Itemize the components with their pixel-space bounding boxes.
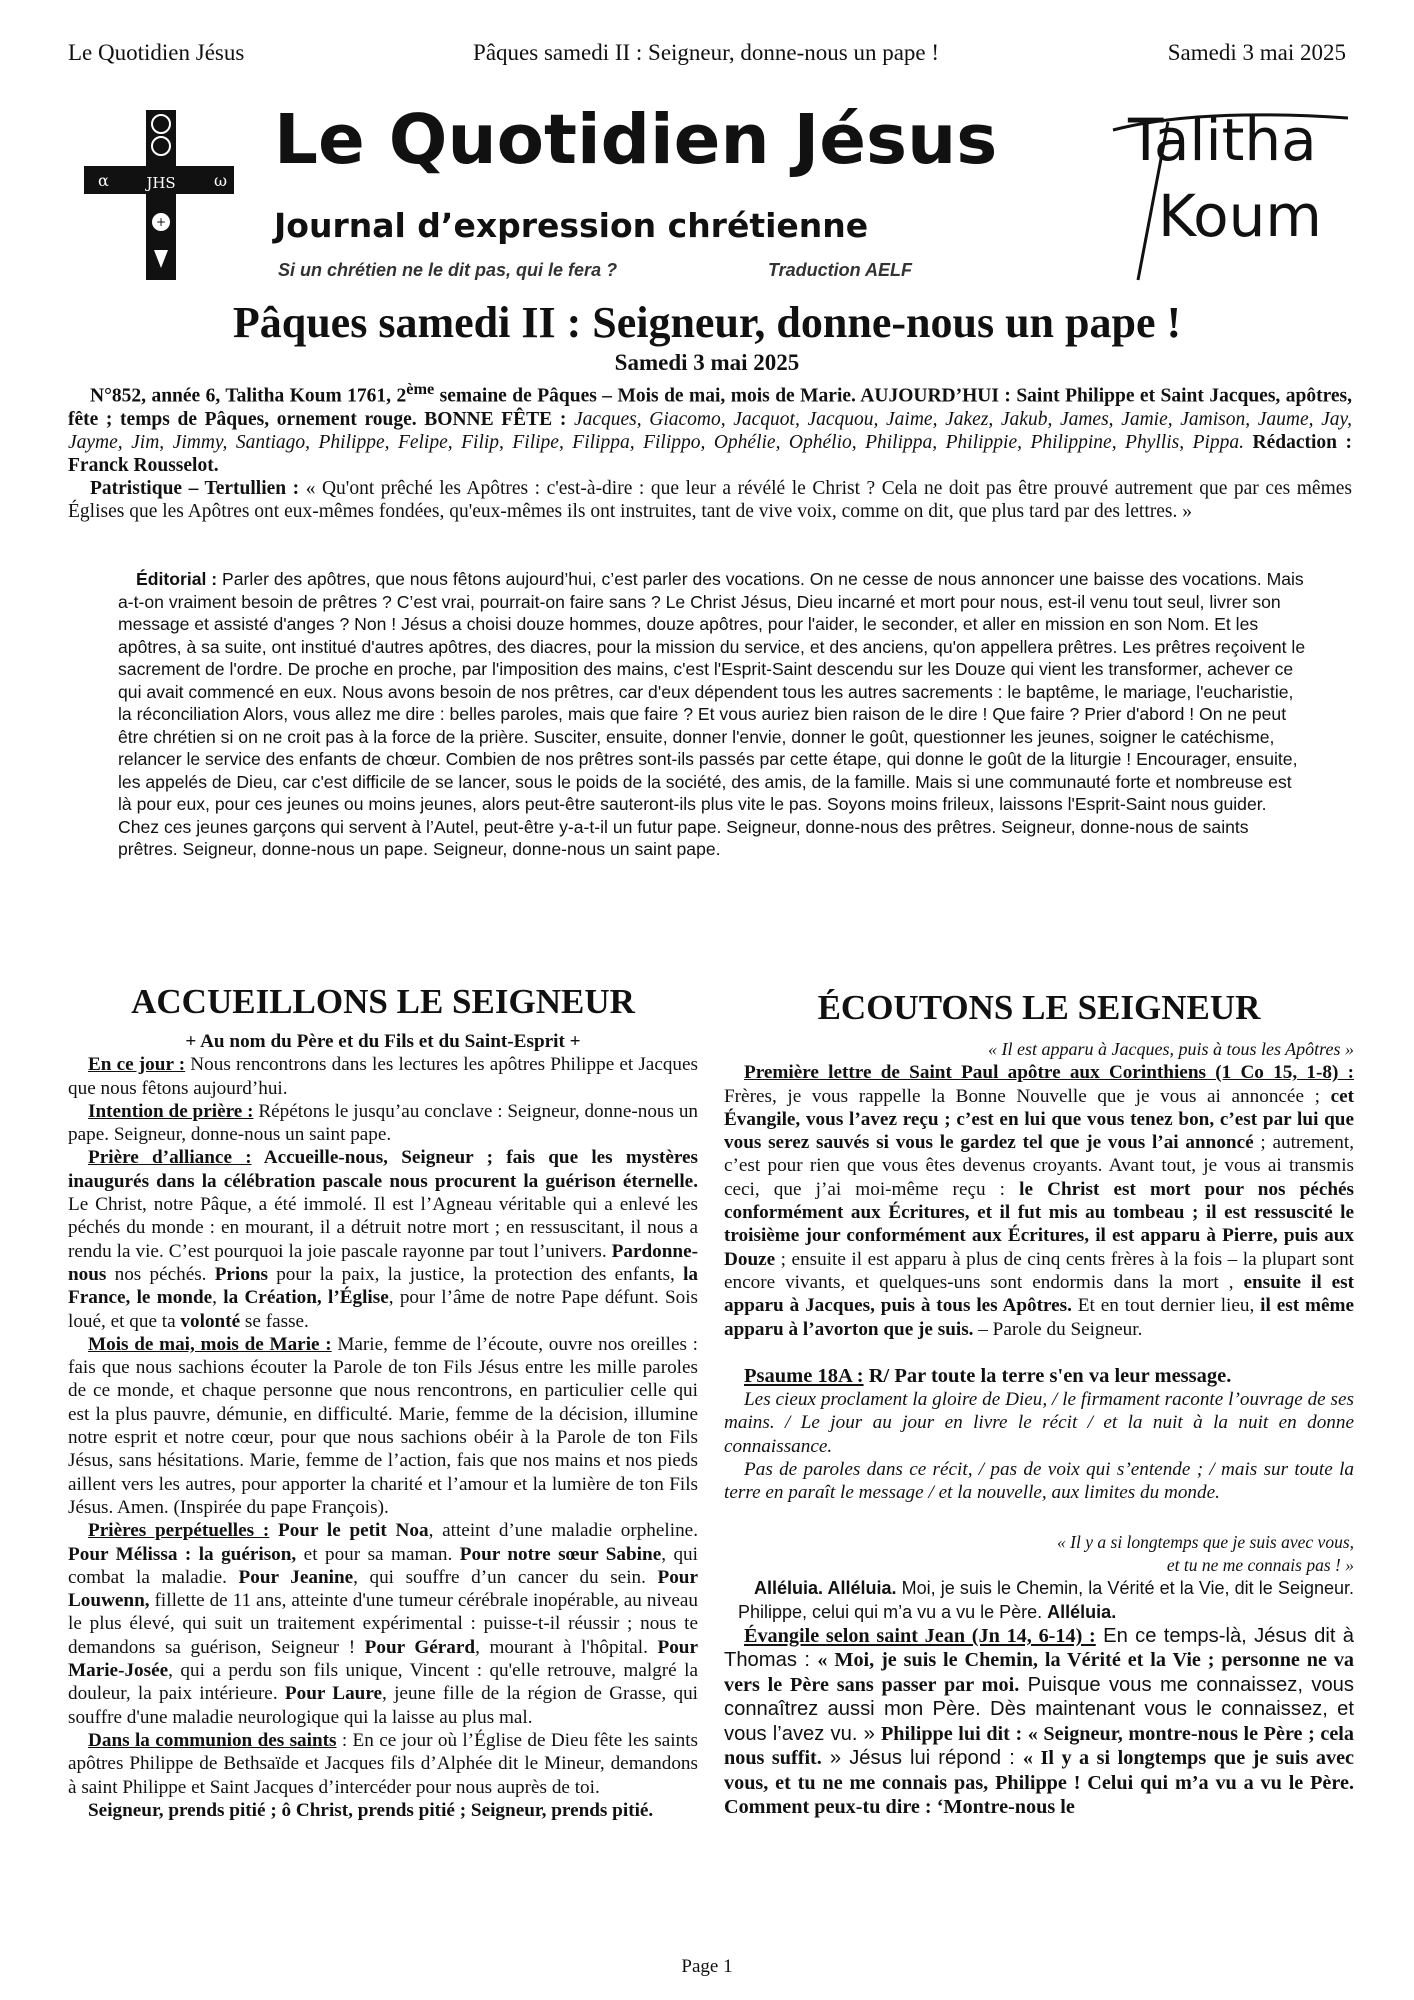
editorial-label: Éditorial : [136,569,218,589]
masthead [68,100,1358,290]
headline: Pâques samedi II : Seigneur, donne-nous un pape ! [232,298,1182,347]
mois-marie: Mois de mai, mois de Marie : Marie, femme de l’écoute, ouvre nos oreilles : fais que nous sachions écouter la Parole de ton Fils Jésus entre les mille paroles de ce monde, et chaque personne que nous rencontrons, en particulier celle qui est la plus pauvre, démunie, en difficulté. Marie, femme de la décision, illumine notre esprit et notre cœur, pour que nous sachions obéir à la Parole de ton Fils Jésus, sans hésitations. Marie, femme de l’action, fais que nos mains et nos pieds aillent vers les autres, pour apporter la charité et l’amour et la lumière de ton Fils Jésus. Amen. (Inspirée du pape François). [68,1333,698,1518]
psaume-strophe-1: Les cieux proclament la gloire de Dieu, / le firmament raconte l’ouvrage de ses mains. / Le jour au jour en livre le récit / et la nuit à la nuit en donne connaissance. [724,1389,1354,1457]
editorial-text: Parler des apôtres, que nous fêtons aujourd’hui, c’est parler des vocations. On ne cesse de nous annoncer une baisse des vocations. Mais a-t-on vraiment besoin de prêtres ? C’est vrai, pourrait-on faire sans ? Le Christ Jésus, Dieu incarné et mort pour nous, est-il venu tout seul, livrer son message et assisté d'anges ? Non ! Jésus a choisi douze hommes, douze apôtres, pour l'aider, le seconder, et aller en mission en son Nom. Et les apôtres, à sa suite, ont institué d'autres apôtres, des diacres, pour la mission du service, et des anciens, qu'on appellera prêtres. Les prêtres reçoivent le sacrement de l'ordre. De proche en proche, par l'imposition des mains, c'est l'Esprit-Saint descendu sur les Douze qui vient les transformer, achever ce qui avait commencé en eux. Nous avons besoin de nos prêtres, car d'eux dépendent tous les autres sacrements : le baptême, le mariage, l'eucharistie, la réconciliation Alors, vous allez me dire : belles paroles, mais que faire ? Et vous auriez bien raison de le dire ! Que faire ? Prier d'abord ! On ne peut être chrétien si on ne croit pas à la force de la prière. Susciter, ensuite, donner l'envie, donner le goût, questionner les jeunes, soigner le catéchisme, relancer le service des enfants de chœur. Combien de nos prêtres sont-ils passés par cette étape, qui donne le goût de la liturgie ! Encourager, ensuite, les appelés de Dieu, car c'est difficile de se lancer, sous le poids de la société, des amis, de la famille. Mais si une communauté forte et nombreuse est là pour eux, pour ces jeunes ou moins jeunes, alors peut-être sauteront-ils plus vite le pas. Soyons moins frileux, laissons l'Esprit-Saint nous guider. Chez ces jeunes garçons qui servent à l’Autel, peut-être y-a-t-il un futur pape. Seigneur, donne-nous des prêtres. Seigneur, donne-nous de saints prêtres. Seigneur, donne-nous un pape. Seigneur, donne-nous un saint pape. [118,569,1306,859]
editorial [118,568,1310,861]
masthead-motto: Si un chrétien ne le dit pas, qui le fera ? [278,260,618,280]
epigraph-lecture: « Il est apparu à Jacques, puis à tous les Apôtres » [988,1039,1354,1059]
evangile: Évangile selon saint Jean (Jn 14, 6-14) : En ce temps-là, Jésus dit à Thomas : « Moi, je suis le Chemin, la Vérité et la Vie ; personne ne va vers le Père sans passer par moi. Puisque vous me connaissez, vous connaîtrez aussi mon Père. Dès maintenant vous le connaissez, et vous l’avez vu. » Philippe lui dit : « Seigneur, montre-nous le Père ; cela nous suffit. » Jésus lui répond : « Il y a si longtemps que je suis avec vous, et tu ne me connais pas, Philippe ! Celui qui m’a vu a vu le Père. Comment peux-tu dire : ‘Montre-nous le [724,1624,1355,1819]
talitha-koum-logo [1108,100,1358,290]
ce-jour: En ce jour : Nous rencontrons dans les lectures les apôtres Philippe et Jacques que nous fêtons aujourd’hui. [68,1054,699,1099]
alleluia: Alléluia. Alléluia. Moi, je suis le Chemin, la Vérité et la Vie, dit le Seigneur. Philippe, celui qui m’a vu a vu le Père. Alléluia. [738,1578,1354,1622]
talitha-line2: Koum [1158,182,1322,250]
svg-text:ω: ω [214,171,228,190]
sign-of-cross: + Au nom du Père et du Fils et du Saint-Esprit + [185,1031,581,1052]
masthead-subtitle: Journal d’expression chrétienne [274,206,869,245]
running-head-left: Le Quotidien Jésus [68,40,245,65]
left-column [68,980,698,1822]
left-heading: ACCUEILLONS LE SEIGNEUR [131,982,635,1021]
running-head-right: Samedi 3 mai 2025 [1167,40,1346,65]
masthead-title: Le Quotidien Jésus [274,100,998,180]
running-head [68,40,1346,70]
premiere-lecture: Première lettre de Saint Paul apôtre aux Corinthiens (1 Co 15, 1-8) : Frères, je vous rappelle la Bonne Nouvelle que je vous ai annoncée ; cet Évangile, vous l’avez reçu ; c’est en lui que vous tenez bon, c’est par lui que vous serez sauvés si vous le gardez tel que je vous l’ai annoncé ; autrement, c’est pour rien que vous êtes devenus croyants. Avant tout, je vous ai transmis ceci, que j’ai moi-même reçu : le Christ est mort pour nos péchés conformément aux Écritures, et il fut mis au tombeau ; il est ressuscité le troisième jour conformément aux Écritures, il est apparu à Pierre, puis aux Douze ; ensuite il est apparu à plus de cinq cents frères à la fois – la plupart sont encore vivants, et quelques-uns sont endormis dans la mort , ensuite il est apparu à Jacques, puis à tous les Apôtres. Et en tout dernier lieu, il est même apparu à l’avorton que je suis. – Parole du Seigneur. [724,1062,1355,1340]
svg-text:+: + [155,215,167,229]
running-head-center: Pâques samedi II : Seigneur, donne-nous un pape ! [473,40,940,65]
priere-alliance: Prière d’alliance : Accueille-nous, Seigneur ; fais que les mystères inaugurés dans la célébration pascale nous procurent la guérison éternelle. Le Christ, notre Pâque, a été immolé. Il est l’Agneau véritable qui a enlevé les péchés du monde : en mourant, il a détruit notre mort ; en ressuscitant, il nous a rendu la vie. C’est pourquoi la joie pascale rayonne par tout l’univers. Pardonne-nous nos péchés. Prions pour la paix, la justice, la protection des enfants, la France, le monde, la Création, l’Église, pour l’âme de notre Pape défunt. Sois loué, et que ta volonté se fasse. [68,1147,699,1332]
page-number: Page 1 [681,1956,733,1977]
issue-info: N°852, année 6, Talitha Koum 1761, 2ème semaine de Pâques – Mois de mai, mois de Marie. AUJOURD’HUI : Saint Philippe et Saint Jacques, apôtres, fête ; temps de Pâques, ornement rouge. BONNE FÊTE : Jacques, Giacomo, Jacquot, Jacquou, Jaime, Jakez, Jakub, James, Jamie, Jamison, Jaume, Jay, Jayme, Jim, Jimmy, Santiago, Philippe, Felipe, Filip, Filipe, Filippa, Filippo, Ophélie, Ophélio, Philippa, Philippie, Philippine, Phyllis, Pippa. Rédaction : Franck Rousselot. [68,380,1352,476]
communion-saints: Dans la communion des saints : En ce jour où l’Église de Dieu fête les saints apôtres Philippe de Bethsaïde et Jacques fils d’Alphée dit le Mineur, demandons à saint Philippe et Saint Jacques d’intercéder pour nous auprès de toi. [68,1729,698,1798]
right-heading: ÉCOUTONS LE SEIGNEUR [817,988,1261,1027]
prieres-perpetuelles: Prières perpétuelles : Pour le petit Noa, atteint d’une maladie orpheline. Pour Mélissa : la guérison, et pour sa maman. Pour notre sœur Sabine, qui combat la maladie. Pour Jeanine, qui souffre d’un cancer du sein. Pour Louwenn, fillette de 11 ans, atteinte d'une tumeur cérébrale inopérable, au niveau le plus élevé, qui suit un traitement expérimental : puisse-t-il réussir ; nous te demandons sa guérison, Seigneur ! Pour Gérard, mourant à l'hôpital. Pour Marie-Josée, qui a perdu son fils unique, Vincent : qu'elle retrouve, malgré la douleur, la paix intérieure. Pour Laure, jeune fille de la région de Grasse, qui souffre d'une maladie neurologique qui la laisse au plus mal. [68,1520,698,1728]
dateline: Samedi 3 mai 2025 [614,350,800,375]
intro-block [68,378,1352,523]
talitha-line1: Talitha [1128,106,1317,174]
right-column [724,980,1354,1820]
kyrie: Seigneur, prends pitié ; ô Christ, prends pitié ; Seigneur, prends pitié. [88,1799,654,1821]
epigraph-evangile-2: et tu ne me connais pas ! » [1166,1554,1354,1575]
intention: Intention de prière : Répétons le jusqu’au conclave : Seigneur, donne-nous un pape. Seigneur, donne-nous un saint pape. [68,1100,699,1146]
svg-text:JHS: JHS [146,174,176,192]
psaume-strophe-2: Pas de paroles dans ce récit, / pas de voix qui s’entende ; / mais sur toute la terre en paraît le message / et la nouvelle, aux limites du monde. [724,1459,1354,1504]
patristic-quote: Patristique – Tertullien : « Qu'ont prêché les Apôtres : c'est-à-dire : que leur a révélé le Christ ? Cela ne doit pas être prouvé autrement que par ces mêmes Églises que les Apôtres ont eux-mêmes fondées, qu'eux-mêmes ils ont instruites, tant de vive voix, comme on dit, que plus tard par des lettres. » [68,477,1352,522]
epigraph-evangile-1: « Il y a si longtemps que je suis avec vous, [1057,1531,1354,1552]
psaume-refrain: Psaume 18A : R/ Par toute la terre s'en va leur message. [744,1364,1232,1387]
svg-text:α: α [98,171,109,190]
masthead-translation: Traduction AELF [768,260,912,280]
cross-logo-icon [84,110,234,280]
